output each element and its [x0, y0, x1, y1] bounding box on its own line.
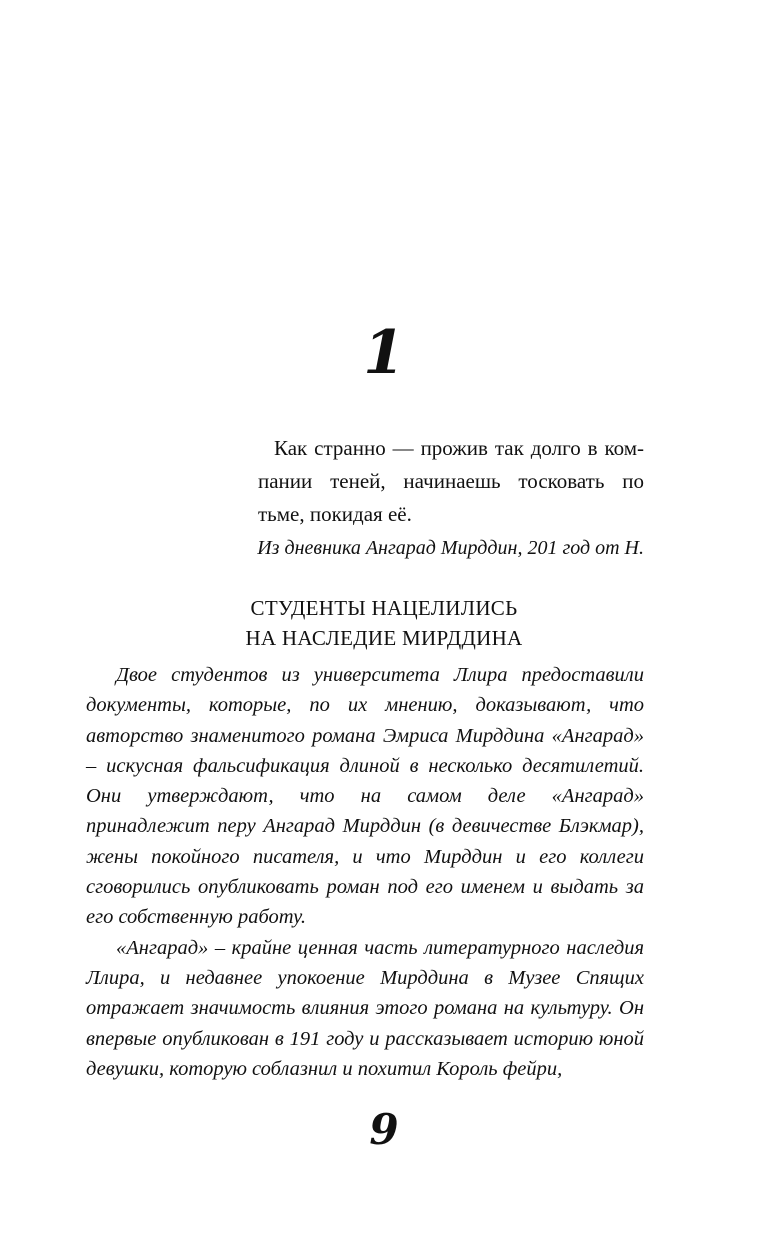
page-number: 9 — [369, 1105, 399, 1154]
chapter-number: 1 — [363, 318, 405, 388]
article-paragraph-2: «Ангарад» – крайне ценная часть литературного наследия Ллира, и недавнее упокоение Мирддина в Музее Спящих отражает значимость влияния этого романа на культуру. Он впервые опубликован в 191 году и рассказывает историю юной девушки, которую соблазнил и похитил Король фейри, — [86, 936, 644, 1080]
article-paragraph-1: Двое студентов из университета Ллира предоставили документы, которые, по их мнению, доказывают, что авторство знаменитого романа Эмриса Мирддина «Ангарад» – искусная фальсификация длиной в несколько десятилетий. Они утверждают, что на самом деле «Ангарад» принадлежит перу Ангарад Мирддин (в девичестве Блэкмар), жены покойного писателя, и что Мирддин и его коллеги сговорились опубликовать роман под его именем и выдать за его собственную работу. — [86, 664, 644, 929]
article-body — [86, 660, 644, 1084]
headline-line-2: НА НАСЛЕДИЕ МИРДДИНА — [245, 626, 523, 650]
epigraph-source: Из дневника Ангарад Мирддин, 201 год от Н. — [257, 537, 644, 559]
headline-line-1: СТУДЕНТЫ НАЦЕЛИЛИСЬ — [250, 596, 518, 620]
epigraph-text: Как странно — прожив так долго в компании теней, начинаешь тосковать по тьме, покидая её. — [258, 436, 644, 526]
article-headline — [0, 593, 768, 653]
